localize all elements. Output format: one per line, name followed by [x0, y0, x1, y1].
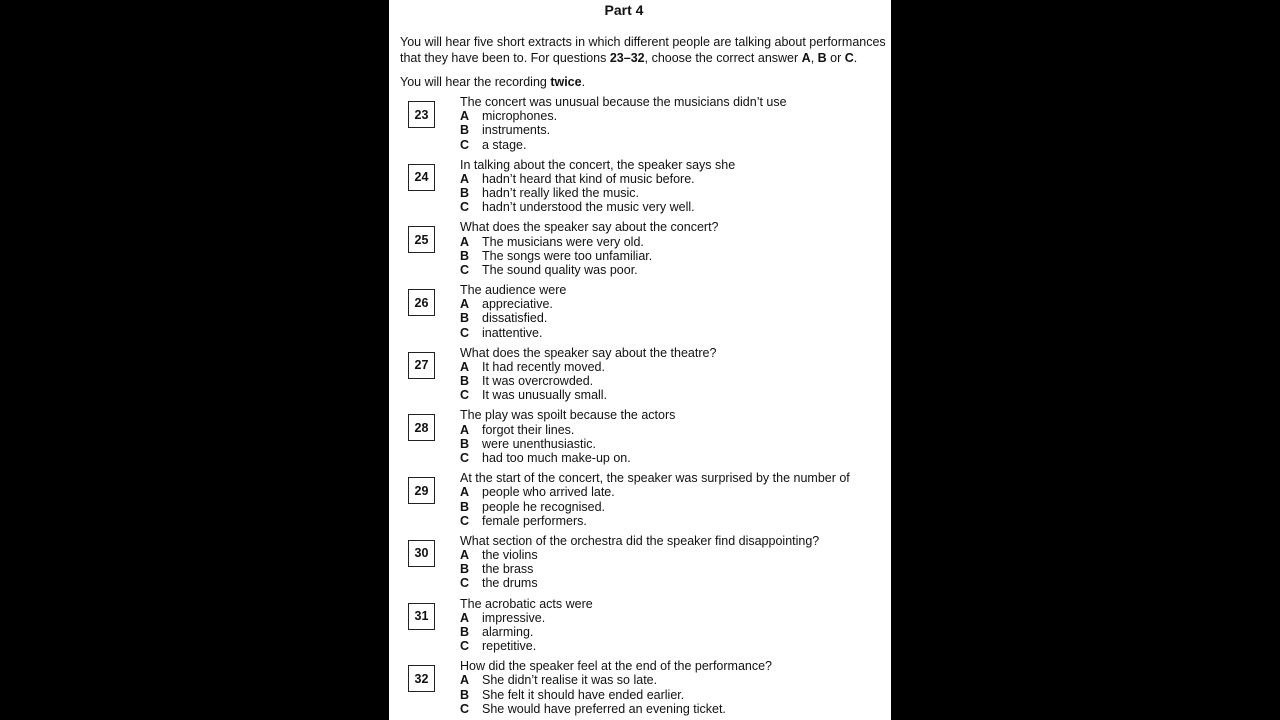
option-b[interactable]	[460, 186, 885, 200]
answer-letter-a: A	[801, 50, 811, 65]
option-letter: A	[460, 234, 470, 249]
option-a[interactable]	[460, 235, 885, 249]
option-c[interactable]	[460, 576, 885, 590]
question-item	[389, 407, 891, 470]
option-c[interactable]	[460, 514, 885, 528]
option-b[interactable]	[460, 123, 885, 137]
recording-note	[400, 75, 585, 89]
option-c[interactable]	[460, 326, 885, 340]
option-text: hadn’t understood the music very well.	[482, 200, 695, 215]
question-item	[389, 219, 891, 282]
option-letter: B	[460, 374, 470, 389]
option-a[interactable]	[460, 423, 885, 437]
question-text: The concert was unusual because the musicians didn’t use	[460, 95, 787, 109]
question-text: How did the speaker feel at the end of the performance?	[460, 659, 772, 674]
option-text: repetitive.	[482, 639, 537, 654]
option-text: hadn’t really liked the music.	[482, 186, 640, 201]
option-letter: B	[460, 499, 470, 514]
question-number-box[interactable]: 28	[408, 414, 435, 441]
option-a[interactable]	[460, 485, 885, 499]
question-text: The acrobatic acts were	[460, 596, 593, 611]
option-b[interactable]	[460, 311, 885, 325]
question-text: At the start of the concert, the speaker was surprised by the number of	[460, 471, 850, 486]
option-c[interactable]	[460, 388, 885, 402]
question-text: What section of the orchestra did the speaker find disappointing?	[460, 533, 820, 548]
option-a[interactable]	[460, 548, 885, 562]
option-text: impressive.	[482, 610, 546, 625]
option-text: hadn’t heard that kind of music before.	[482, 171, 695, 186]
option-letter: C	[460, 388, 470, 403]
option-text: She felt it should have ended earlier.	[482, 687, 685, 702]
option-text: dissatisfied.	[482, 311, 548, 326]
option-text: had too much make-up on.	[482, 451, 631, 466]
option-text: instruments.	[482, 123, 551, 138]
option-letter: A	[460, 548, 470, 562]
option-text: female performers.	[482, 513, 587, 528]
option-letter: C	[460, 262, 470, 277]
option-text: people he recognised.	[482, 499, 606, 514]
option-a[interactable]	[460, 109, 885, 123]
question-item	[389, 157, 891, 220]
question-text: What does the speaker say about the concert?	[460, 220, 719, 235]
question-item	[389, 533, 891, 596]
option-letter: B	[460, 687, 470, 702]
option-letter: A	[460, 610, 470, 625]
option-letter: C	[460, 701, 470, 716]
question-number-box[interactable]: 30	[408, 540, 435, 567]
question-item	[389, 94, 891, 157]
question-list	[389, 94, 891, 720]
option-b[interactable]	[460, 374, 885, 388]
question-item	[389, 658, 891, 720]
recording-note-text: You will hear the recording	[400, 75, 551, 89]
instructions-text-2: , choose the correct answer	[644, 50, 802, 65]
question-number-box[interactable]: 31	[408, 603, 435, 630]
option-letter: C	[460, 137, 470, 152]
option-letter: C	[460, 639, 470, 654]
question-number-box[interactable]: 32	[408, 665, 435, 692]
option-letter: C	[460, 513, 470, 528]
option-a[interactable]	[460, 172, 885, 186]
option-c[interactable]	[460, 639, 885, 653]
option-c[interactable]	[460, 451, 885, 465]
option-letter: B	[460, 562, 470, 577]
option-c[interactable]	[460, 138, 885, 152]
option-letter: C	[460, 451, 470, 466]
option-letter: A	[460, 673, 470, 688]
answer-letter-c: C	[844, 50, 854, 65]
option-a[interactable]	[460, 297, 885, 311]
question-number-box[interactable]: 29	[408, 477, 435, 504]
option-letter: A	[460, 297, 470, 312]
question-text: The play was spoilt because the actors	[460, 408, 676, 423]
option-b[interactable]	[460, 562, 885, 576]
question-item	[389, 345, 891, 408]
question-text: What does the speaker say about the theatre?	[460, 345, 717, 360]
page-title: Part 4	[604, 2, 644, 18]
option-letter: C	[460, 200, 470, 215]
option-text: alarming.	[482, 624, 534, 639]
option-text: It was overcrowded.	[482, 374, 594, 389]
option-b[interactable]	[460, 500, 885, 514]
question-number-box[interactable]: 23	[408, 101, 435, 128]
option-text: forgot their lines.	[482, 422, 575, 437]
option-a[interactable]	[460, 673, 885, 687]
option-letter: B	[460, 248, 470, 263]
option-a[interactable]	[460, 360, 885, 374]
option-letter: B	[460, 624, 470, 639]
option-b[interactable]	[460, 688, 885, 702]
question-item	[389, 282, 891, 345]
answer-letter-b: B	[817, 50, 827, 65]
option-text: the violins	[482, 548, 538, 562]
question-item	[389, 470, 891, 533]
option-b[interactable]	[460, 437, 885, 451]
option-b[interactable]	[460, 249, 885, 263]
option-text: appreciative.	[482, 297, 553, 312]
option-c[interactable]	[460, 200, 885, 214]
option-letter: A	[460, 109, 470, 124]
question-number-box[interactable]: 24	[408, 164, 435, 191]
option-text: The sound quality was poor.	[482, 262, 638, 277]
option-letter: A	[460, 485, 470, 500]
question-text: In talking about the concert, the speaker says she	[460, 157, 736, 172]
option-letter: A	[460, 171, 470, 186]
option-c[interactable]	[460, 702, 885, 716]
question-number-box[interactable]: 26	[408, 289, 435, 316]
option-text: were unenthusiastic.	[482, 436, 596, 451]
option-letter: A	[460, 422, 470, 437]
separator: ,	[810, 50, 818, 65]
option-text: It had recently moved.	[482, 359, 605, 374]
period: .	[853, 50, 858, 65]
option-text: the drums	[482, 576, 538, 591]
option-c[interactable]	[460, 263, 885, 277]
option-text: She didn’t realise it was so late.	[482, 673, 658, 688]
option-letter: B	[460, 186, 470, 201]
option-letter: C	[460, 576, 470, 591]
option-text: the brass	[482, 562, 534, 577]
option-text: She would have preferred an evening ticket.	[482, 701, 726, 716]
option-text: It was unusually small.	[482, 388, 608, 403]
separator-or: or	[826, 50, 845, 65]
option-text: The musicians were very old.	[482, 234, 644, 249]
recording-note-bold: twice	[550, 75, 582, 89]
option-text: inattentive.	[482, 325, 543, 340]
option-a[interactable]	[460, 611, 885, 625]
option-letter: B	[460, 311, 470, 326]
option-text: microphones.	[482, 109, 558, 124]
option-text: people who arrived late.	[482, 485, 615, 500]
option-b[interactable]	[460, 625, 885, 639]
option-letter: B	[460, 123, 470, 138]
option-letter: B	[460, 436, 470, 451]
option-letter: C	[460, 325, 470, 340]
question-text: The audience were	[460, 283, 567, 298]
option-text: The songs were too unfamiliar.	[482, 248, 653, 263]
question-number-box[interactable]: 25	[408, 226, 435, 253]
exam-page	[389, 0, 891, 720]
instructions	[400, 35, 888, 66]
instructions-text: You will hear five short extracts in which different people are talking about performances that they have been to. For questions	[400, 35, 886, 65]
option-text: a stage.	[482, 137, 527, 152]
option-letter: A	[460, 359, 470, 374]
question-number-box[interactable]: 27	[408, 352, 435, 379]
question-range: 23–32	[609, 50, 645, 65]
period: .	[581, 75, 586, 89]
question-item	[389, 596, 891, 659]
